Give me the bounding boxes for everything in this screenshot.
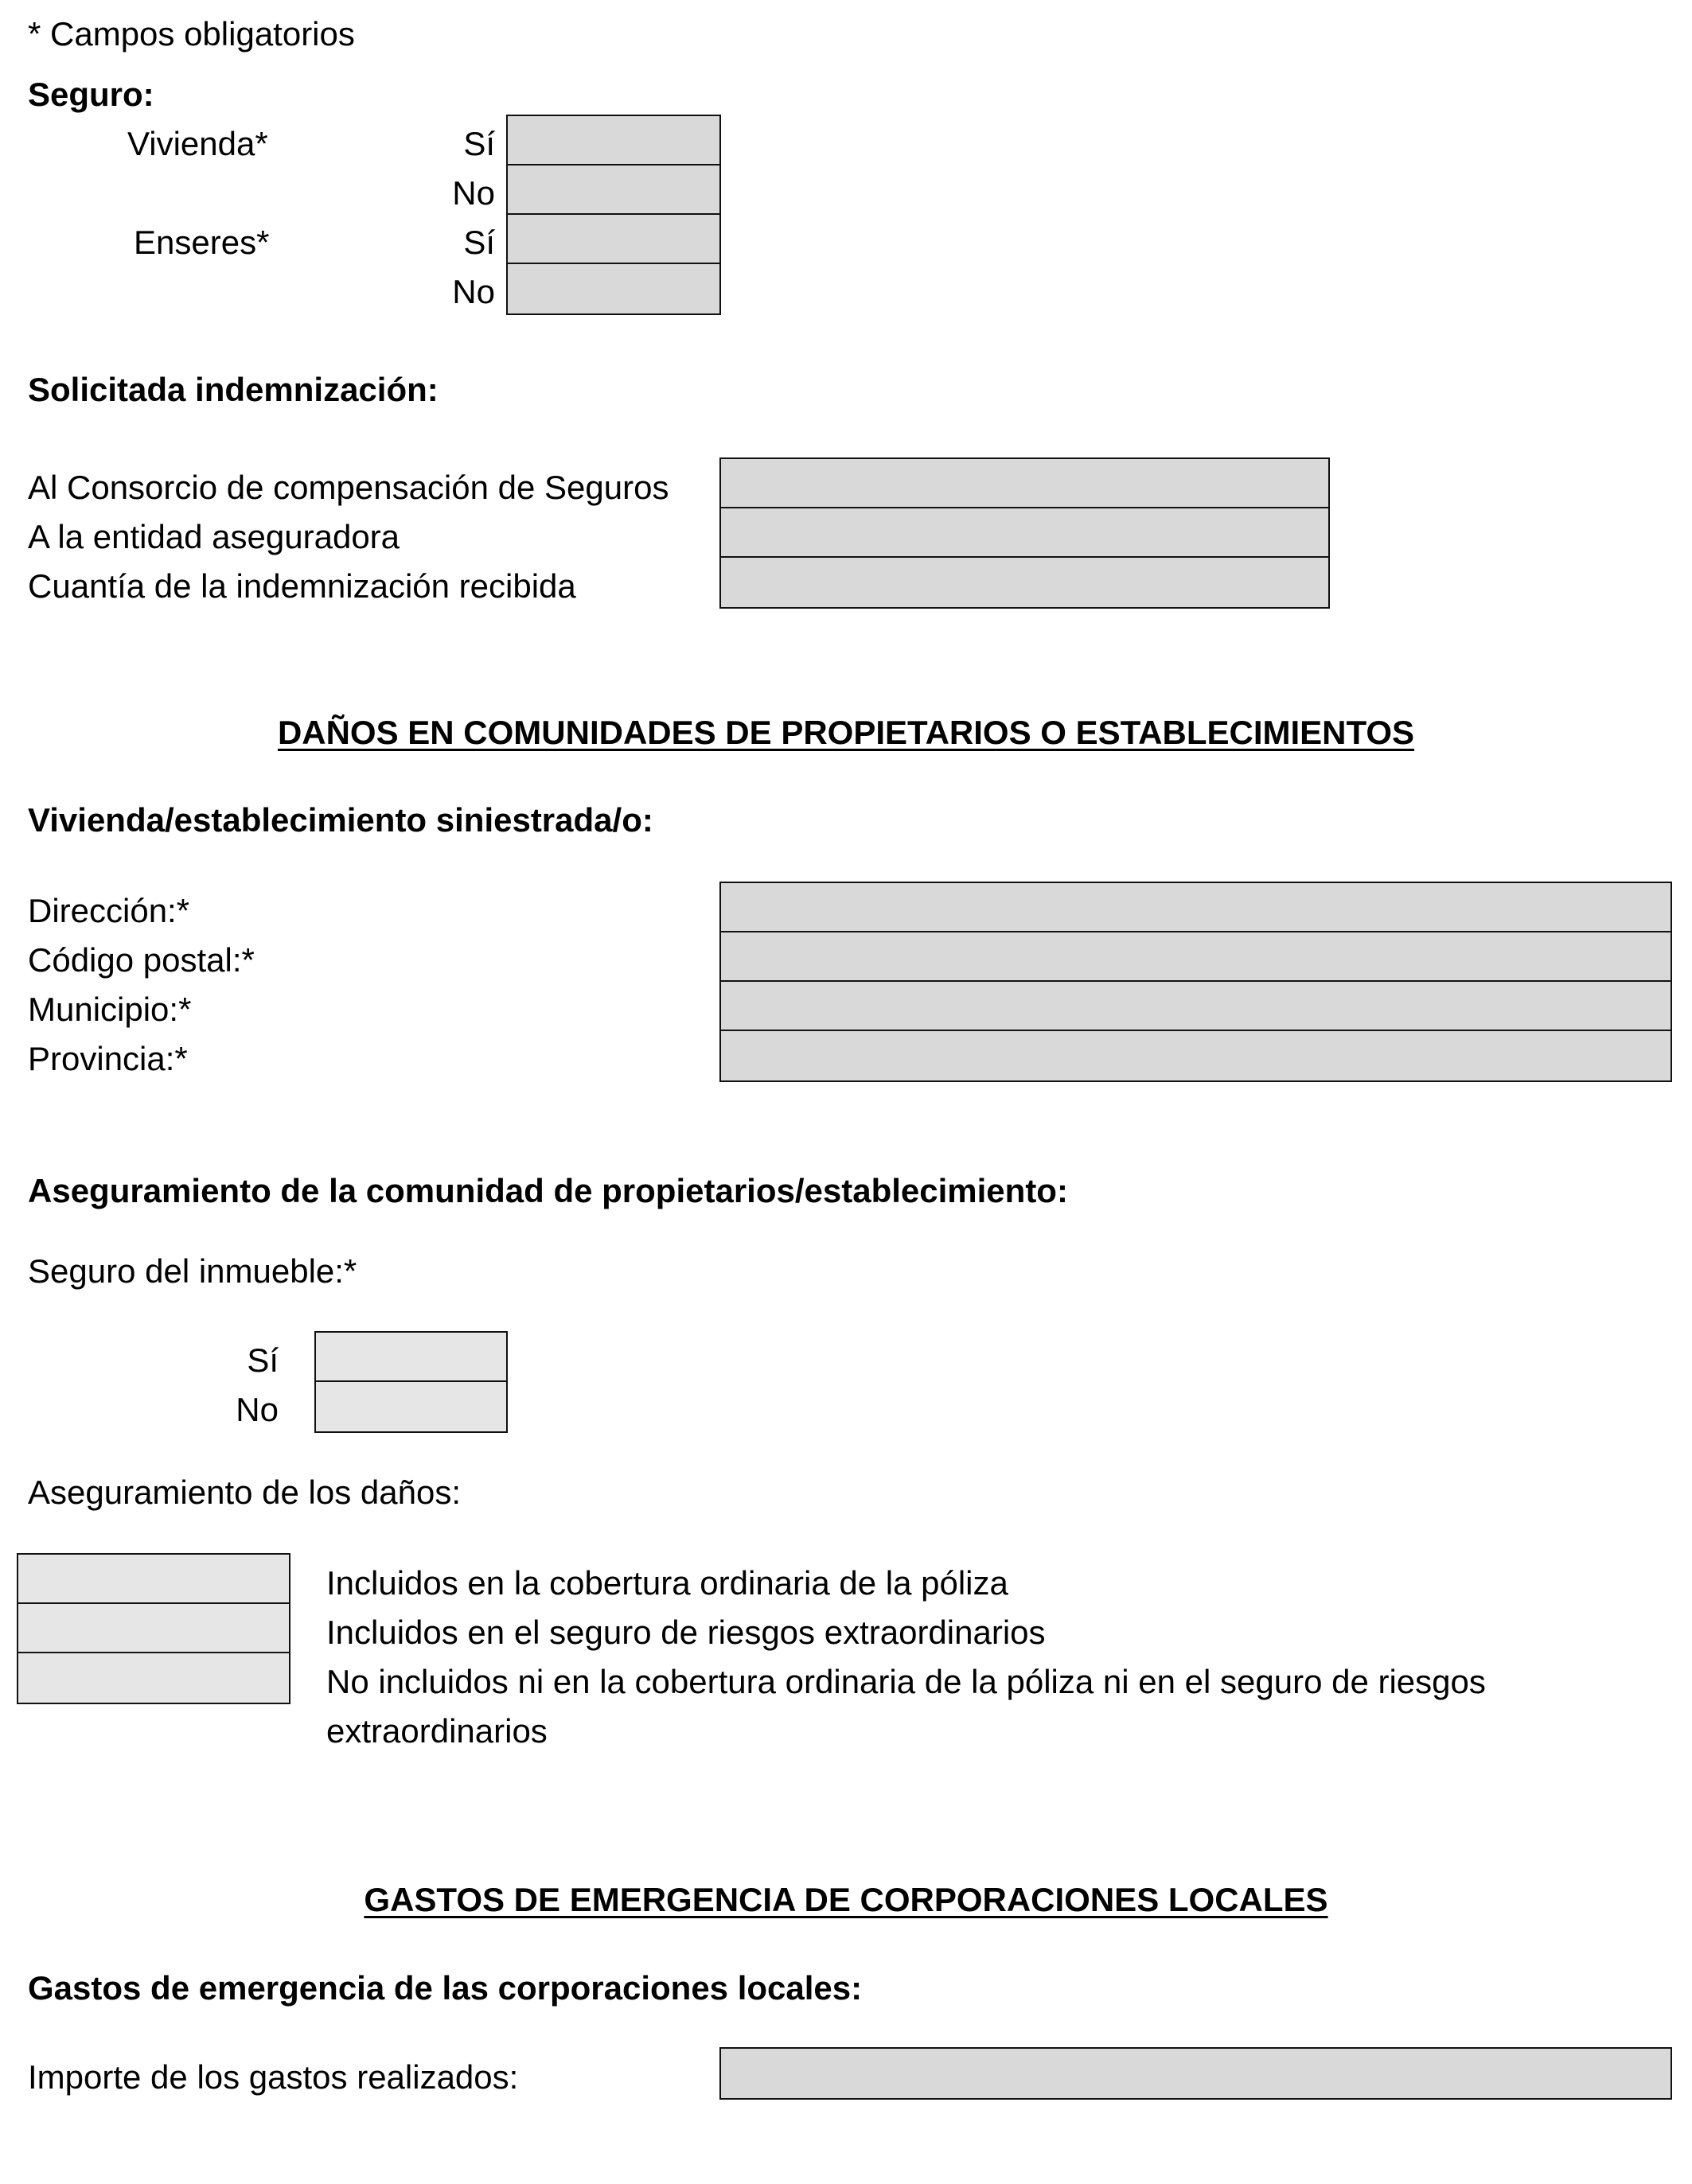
comunidades-heading: DAÑOS EN COMUNIDADES DE PROPIETARIOS O ESTABLECIMIENTOS — [277, 714, 1415, 751]
indemnizacion-title: Solicitada indemnización: — [28, 371, 439, 408]
enseres-no-label: No — [452, 273, 495, 310]
enseres-no-field[interactable] — [508, 264, 719, 313]
entidad-aseguradora-label: A la entidad aseguradora — [28, 518, 400, 555]
gastos-title: Gastos de emergencia de las corporaciones locales: — [28, 1969, 863, 2007]
codigo-postal-label: Código postal:* — [28, 941, 255, 979]
cuantia-field[interactable] — [721, 558, 1328, 607]
enseres-si-field[interactable] — [508, 215, 719, 264]
cobertura-ordinaria-label: Incluidos en la cobertura ordinaria de la póliza — [326, 1564, 1008, 1602]
cuantia-label: Cuantía de la indemnización recibida — [28, 567, 576, 605]
importe-gastos-field[interactable] — [721, 2049, 1671, 2098]
vivienda-label: Vivienda* — [127, 125, 268, 162]
inmueble-si-label: Sí — [247, 1341, 279, 1379]
consorcio-label: Al Consorcio de compensación de Seguros — [28, 469, 669, 506]
inmueble-si-field[interactable] — [316, 1333, 506, 1382]
inmueble-no-label: No — [236, 1391, 279, 1428]
vivienda-siniestrada-title: Vivienda/establecimiento siniestrada/o: — [28, 801, 653, 839]
direccion-field[interactable] — [721, 883, 1671, 932]
entidad-aseguradora-field[interactable] — [721, 508, 1328, 558]
vivienda-si-field[interactable] — [508, 116, 719, 165]
enseres-si-label: Sí — [463, 224, 495, 261]
aseguramiento-danos-label: Aseguramiento de los daños: — [28, 1474, 462, 1511]
no-incluidos-label-cont: extraordinarios — [326, 1712, 548, 1750]
importe-gastos-box — [719, 2047, 1672, 2100]
gastos-heading: GASTOS DE EMERGENCIA DE CORPORACIONES LOCALES — [364, 1881, 1328, 1918]
aseguramiento-comunidad-title: Aseguramiento de la comunidad de propietarios/establecimiento: — [28, 1172, 1068, 1209]
enseres-label: Enseres* — [134, 224, 270, 261]
vivienda-si-label: Sí — [463, 125, 495, 162]
municipio-field[interactable] — [721, 982, 1671, 1031]
riesgos-extraordinarios-field[interactable] — [18, 1604, 289, 1653]
direccion-label: Dirección:* — [28, 892, 190, 929]
required-fields-note: * Campos obligatorios — [28, 15, 355, 53]
no-incluidos-label: No incluidos ni en la cobertura ordinaria de la póliza ni en el seguro de riesgos — [326, 1663, 1486, 1700]
municipio-label: Municipio:* — [28, 991, 192, 1028]
address-fields — [719, 882, 1672, 1082]
provincia-label: Provincia:* — [28, 1040, 188, 1077]
seguro-title: Seguro: — [28, 76, 154, 113]
aseguramiento-danos-fields — [17, 1553, 290, 1704]
consorcio-field[interactable] — [721, 459, 1328, 508]
seguro-inmueble-fields — [314, 1331, 508, 1433]
cobertura-ordinaria-field[interactable] — [18, 1555, 289, 1604]
codigo-postal-field[interactable] — [721, 932, 1671, 982]
provincia-field[interactable] — [721, 1031, 1671, 1080]
vivienda-no-label: No — [452, 174, 495, 212]
seguro-inmueble-label: Seguro del inmueble:* — [28, 1252, 357, 1290]
seguro-fields — [506, 115, 721, 315]
indemnizacion-fields — [719, 457, 1330, 609]
importe-gastos-label: Importe de los gastos realizados: — [28, 2058, 519, 2096]
no-incluidos-field[interactable] — [18, 1653, 289, 1703]
inmueble-no-field[interactable] — [316, 1382, 506, 1431]
vivienda-no-field[interactable] — [508, 165, 719, 215]
riesgos-extraordinarios-label: Incluidos en el seguro de riesgos extraordinarios — [326, 1614, 1046, 1651]
